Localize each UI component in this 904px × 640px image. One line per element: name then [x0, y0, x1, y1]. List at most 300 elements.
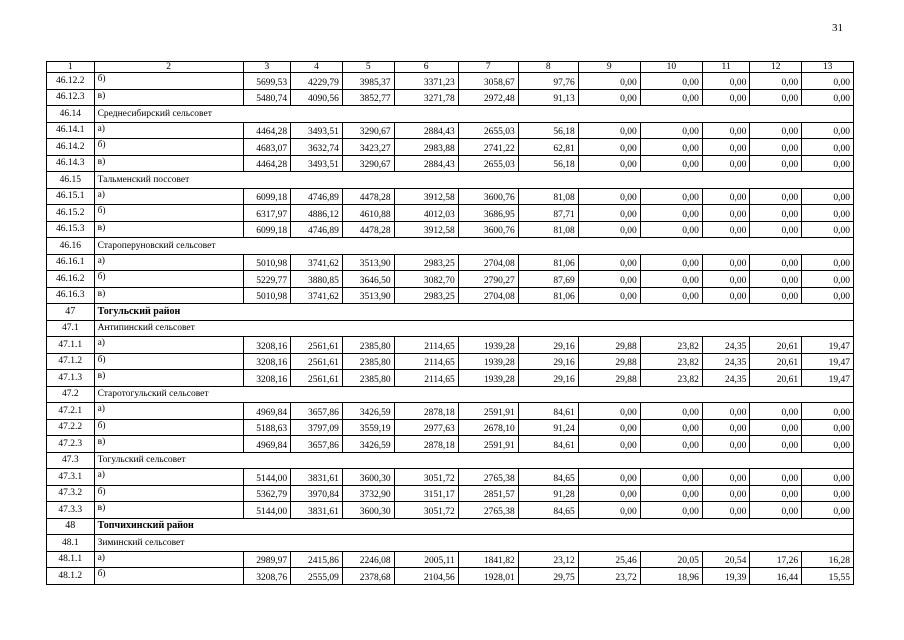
settlement-name: Зиминский сельсовет — [94, 535, 853, 552]
value-cell: 0,00 — [640, 419, 702, 436]
value-cell: 29,16 — [518, 370, 578, 387]
row-variant: в) — [94, 370, 243, 387]
row-code: 46.14.1 — [47, 122, 95, 139]
value-cell: 0,00 — [640, 73, 702, 90]
value-cell: 2790,27 — [458, 271, 518, 288]
settlement-row — [47, 238, 854, 255]
value-cell: 23,72 — [578, 568, 640, 585]
value-cell: 0,00 — [750, 436, 802, 453]
table-row — [47, 353, 854, 370]
value-cell: 0,00 — [750, 155, 802, 172]
value-cell: 0,00 — [578, 139, 640, 156]
value-cell: 2704,08 — [458, 287, 518, 304]
value-cell: 0,00 — [578, 205, 640, 222]
value-cell: 2884,43 — [394, 155, 458, 172]
value-cell: 3686,95 — [458, 205, 518, 222]
value-cell: 4610,88 — [342, 205, 394, 222]
value-cell: 3271,78 — [394, 89, 458, 106]
value-cell: 2678,10 — [458, 419, 518, 436]
page-number: 31 — [832, 22, 843, 34]
value-cell: 3051,72 — [394, 469, 458, 486]
value-cell: 3741,62 — [291, 287, 343, 304]
value-cell: 3208,76 — [243, 568, 291, 585]
table-row — [47, 502, 854, 519]
value-cell: 0,00 — [578, 221, 640, 238]
value-cell: 0,00 — [578, 287, 640, 304]
value-cell: 5229,77 — [243, 271, 291, 288]
column-header: 8 — [518, 62, 578, 73]
value-cell: 3290,67 — [342, 155, 394, 172]
value-cell: 0,00 — [578, 254, 640, 271]
table-row — [47, 370, 854, 387]
value-cell: 0,00 — [750, 221, 802, 238]
value-cell: 81,06 — [518, 287, 578, 304]
value-cell: 62,81 — [518, 139, 578, 156]
value-cell: 3426,59 — [342, 403, 394, 420]
value-cell: 20,05 — [640, 551, 702, 568]
value-cell: 2989,97 — [243, 551, 291, 568]
column-header: 9 — [578, 62, 640, 73]
value-cell: 19,39 — [702, 568, 750, 585]
settlement-row — [47, 535, 854, 552]
row-variant: в) — [94, 287, 243, 304]
settlement-row — [47, 320, 854, 337]
district-row — [47, 518, 854, 535]
value-cell: 0,00 — [640, 205, 702, 222]
value-cell: 0,00 — [702, 502, 750, 519]
value-cell: 2878,18 — [394, 436, 458, 453]
value-cell: 3208,16 — [243, 337, 291, 354]
value-cell: 3600,76 — [458, 188, 518, 205]
value-cell: 2983,25 — [394, 254, 458, 271]
column-header: 5 — [342, 62, 394, 73]
value-cell: 81,06 — [518, 254, 578, 271]
column-header: 4 — [291, 62, 343, 73]
value-cell: 56,18 — [518, 122, 578, 139]
value-cell: 2561,61 — [291, 353, 343, 370]
table-row — [47, 436, 854, 453]
value-cell: 2114,65 — [394, 370, 458, 387]
value-cell: 0,00 — [640, 221, 702, 238]
value-cell: 5010,98 — [243, 287, 291, 304]
value-cell: 0,00 — [750, 485, 802, 502]
value-cell: 3423,27 — [342, 139, 394, 156]
value-cell: 19,47 — [802, 353, 854, 370]
value-cell: 0,00 — [578, 469, 640, 486]
value-cell: 3632,74 — [291, 139, 343, 156]
value-cell: 29,88 — [578, 337, 640, 354]
value-cell: 91,28 — [518, 485, 578, 502]
value-cell: 2561,61 — [291, 370, 343, 387]
column-header: 1 — [47, 62, 95, 73]
value-cell: 0,00 — [702, 155, 750, 172]
settlement-code: 46.16 — [47, 238, 95, 255]
value-cell: 16,44 — [750, 568, 802, 585]
value-cell: 2114,65 — [394, 337, 458, 354]
value-cell: 0,00 — [802, 271, 854, 288]
value-cell: 2884,43 — [394, 122, 458, 139]
row-variant: б) — [94, 139, 243, 156]
value-cell: 2005,11 — [394, 551, 458, 568]
value-cell: 0,00 — [640, 122, 702, 139]
value-cell: 0,00 — [802, 73, 854, 90]
value-cell: 3600,76 — [458, 221, 518, 238]
value-cell: 81,08 — [518, 221, 578, 238]
value-cell: 2104,56 — [394, 568, 458, 585]
value-cell: 20,54 — [702, 551, 750, 568]
value-cell: 16,28 — [802, 551, 854, 568]
value-cell: 6317,97 — [243, 205, 291, 222]
value-cell: 2704,08 — [458, 254, 518, 271]
value-cell: 20,61 — [750, 370, 802, 387]
value-cell: 0,00 — [640, 485, 702, 502]
value-cell: 0,00 — [640, 403, 702, 420]
row-variant: а) — [94, 469, 243, 486]
value-cell: 24,35 — [702, 353, 750, 370]
value-cell: 3657,86 — [291, 403, 343, 420]
value-cell: 84,61 — [518, 436, 578, 453]
value-cell: 87,69 — [518, 271, 578, 288]
value-cell: 29,16 — [518, 353, 578, 370]
value-cell: 2972,48 — [458, 89, 518, 106]
value-cell: 84,61 — [518, 403, 578, 420]
value-cell: 2741,22 — [458, 139, 518, 156]
settlement-name: Тогульский сельсовет — [94, 452, 853, 469]
value-cell: 0,00 — [802, 89, 854, 106]
value-cell: 20,61 — [750, 353, 802, 370]
value-cell: 2385,80 — [342, 353, 394, 370]
table-row — [47, 254, 854, 271]
value-cell: 3051,72 — [394, 502, 458, 519]
value-cell: 3657,86 — [291, 436, 343, 453]
value-cell: 2385,80 — [342, 337, 394, 354]
value-cell: 3513,90 — [342, 287, 394, 304]
value-cell: 0,00 — [802, 419, 854, 436]
value-cell: 3208,16 — [243, 353, 291, 370]
value-cell: 2385,80 — [342, 370, 394, 387]
row-code: 47.3.1 — [47, 469, 95, 486]
value-cell: 0,00 — [802, 403, 854, 420]
value-cell: 91,13 — [518, 89, 578, 106]
value-cell: 0,00 — [640, 502, 702, 519]
value-cell: 0,00 — [802, 188, 854, 205]
value-cell: 0,00 — [750, 469, 802, 486]
value-cell: 0,00 — [578, 89, 640, 106]
value-cell: 5144,00 — [243, 502, 291, 519]
value-cell: 84,65 — [518, 502, 578, 519]
value-cell: 4683,07 — [243, 139, 291, 156]
value-cell: 6099,18 — [243, 188, 291, 205]
value-cell: 6099,18 — [243, 221, 291, 238]
value-cell: 3151,17 — [394, 485, 458, 502]
column-header: 12 — [750, 62, 802, 73]
value-cell: 87,71 — [518, 205, 578, 222]
row-variant: в) — [94, 89, 243, 106]
table-row — [47, 188, 854, 205]
value-cell: 23,82 — [640, 370, 702, 387]
value-cell: 2591,91 — [458, 403, 518, 420]
value-cell: 3732,90 — [342, 485, 394, 502]
value-cell: 4478,28 — [342, 188, 394, 205]
value-cell: 2983,25 — [394, 287, 458, 304]
district-row — [47, 304, 854, 321]
value-cell: 0,00 — [750, 254, 802, 271]
row-code: 46.15.2 — [47, 205, 95, 222]
value-cell: 0,00 — [640, 155, 702, 172]
value-cell: 56,18 — [518, 155, 578, 172]
value-cell: 0,00 — [702, 469, 750, 486]
value-cell: 0,00 — [578, 502, 640, 519]
value-cell: 0,00 — [750, 403, 802, 420]
value-cell: 0,00 — [702, 139, 750, 156]
row-variant: б) — [94, 205, 243, 222]
value-cell: 3646,50 — [342, 271, 394, 288]
value-cell: 2655,03 — [458, 122, 518, 139]
value-cell: 0,00 — [702, 419, 750, 436]
table-row — [47, 551, 854, 568]
value-cell: 2851,57 — [458, 485, 518, 502]
table-row — [47, 205, 854, 222]
value-cell: 4090,56 — [291, 89, 343, 106]
row-code: 48.1.2 — [47, 568, 95, 585]
value-cell: 0,00 — [578, 188, 640, 205]
value-cell: 2655,03 — [458, 155, 518, 172]
value-cell: 3741,62 — [291, 254, 343, 271]
value-cell: 3371,23 — [394, 73, 458, 90]
value-cell: 0,00 — [802, 139, 854, 156]
value-cell: 3880,85 — [291, 271, 343, 288]
row-variant: б) — [94, 73, 243, 90]
table-row — [47, 287, 854, 304]
value-cell: 0,00 — [702, 485, 750, 502]
value-cell: 0,00 — [640, 436, 702, 453]
value-cell: 3513,90 — [342, 254, 394, 271]
value-cell: 20,61 — [750, 337, 802, 354]
value-cell: 3831,61 — [291, 502, 343, 519]
value-cell: 4464,28 — [243, 155, 291, 172]
value-cell: 2765,38 — [458, 502, 518, 519]
value-cell: 29,88 — [578, 370, 640, 387]
value-cell: 5010,98 — [243, 254, 291, 271]
row-variant: б) — [94, 485, 243, 502]
value-cell: 0,00 — [702, 254, 750, 271]
table-body — [47, 62, 854, 585]
district-name: Тогульский район — [94, 304, 853, 321]
row-code: 47.3.3 — [47, 502, 95, 519]
row-code: 47.2.1 — [47, 403, 95, 420]
value-cell: 0,00 — [640, 287, 702, 304]
value-cell: 0,00 — [578, 436, 640, 453]
value-cell: 4746,89 — [291, 188, 343, 205]
value-cell: 1939,28 — [458, 337, 518, 354]
value-cell: 2561,61 — [291, 337, 343, 354]
value-cell: 0,00 — [578, 271, 640, 288]
value-cell: 84,65 — [518, 469, 578, 486]
settlement-code: 47.1 — [47, 320, 95, 337]
value-cell: 0,00 — [702, 403, 750, 420]
settlement-name: Среднесибирский сельсовет — [94, 106, 853, 123]
value-cell: 5480,74 — [243, 89, 291, 106]
value-cell: 0,00 — [750, 73, 802, 90]
value-cell: 4969,84 — [243, 436, 291, 453]
value-cell: 29,75 — [518, 568, 578, 585]
value-cell: 0,00 — [702, 271, 750, 288]
table-row — [47, 419, 854, 436]
value-cell: 4969,84 — [243, 403, 291, 420]
value-cell: 4012,03 — [394, 205, 458, 222]
row-variant: а) — [94, 122, 243, 139]
row-code: 47.2.2 — [47, 419, 95, 436]
value-cell: 0,00 — [640, 89, 702, 106]
column-header: 2 — [94, 62, 243, 73]
row-code: 46.16.1 — [47, 254, 95, 271]
value-cell: 29,88 — [578, 353, 640, 370]
value-cell: 2415,86 — [291, 551, 343, 568]
value-cell: 2878,18 — [394, 403, 458, 420]
value-cell: 3831,61 — [291, 469, 343, 486]
settlement-name: Староперуновский сельсовет — [94, 238, 853, 255]
row-variant: б) — [94, 353, 243, 370]
table-row — [47, 337, 854, 354]
value-cell: 0,00 — [802, 221, 854, 238]
value-cell: 19,47 — [802, 337, 854, 354]
value-cell: 81,08 — [518, 188, 578, 205]
settlement-code: 47.2 — [47, 386, 95, 403]
value-cell: 2765,38 — [458, 469, 518, 486]
table-row — [47, 122, 854, 139]
value-cell: 1939,28 — [458, 370, 518, 387]
value-cell: 0,00 — [750, 419, 802, 436]
table-row — [47, 139, 854, 156]
value-cell: 25,46 — [578, 551, 640, 568]
row-code: 46.14.3 — [47, 155, 95, 172]
value-cell: 4464,28 — [243, 122, 291, 139]
value-cell: 1928,01 — [458, 568, 518, 585]
value-cell: 0,00 — [750, 188, 802, 205]
value-cell: 2246,08 — [342, 551, 394, 568]
value-cell: 24,35 — [702, 370, 750, 387]
value-cell: 0,00 — [802, 436, 854, 453]
settlement-code: 47.3 — [47, 452, 95, 469]
value-cell: 0,00 — [750, 89, 802, 106]
row-variant: а) — [94, 403, 243, 420]
value-cell: 24,35 — [702, 337, 750, 354]
row-code: 46.15.1 — [47, 188, 95, 205]
value-cell: 18,96 — [640, 568, 702, 585]
value-cell: 23,82 — [640, 353, 702, 370]
value-cell: 0,00 — [702, 73, 750, 90]
row-code: 46.16.3 — [47, 287, 95, 304]
table-row — [47, 221, 854, 238]
row-code: 47.1.3 — [47, 370, 95, 387]
table-row — [47, 155, 854, 172]
value-cell: 0,00 — [750, 139, 802, 156]
value-cell: 15,55 — [802, 568, 854, 585]
value-cell: 4886,12 — [291, 205, 343, 222]
value-cell: 1841,82 — [458, 551, 518, 568]
value-cell: 0,00 — [750, 205, 802, 222]
value-cell: 2977,63 — [394, 419, 458, 436]
table-row — [47, 89, 854, 106]
district-code: 48 — [47, 518, 95, 535]
value-cell: 3493,51 — [291, 155, 343, 172]
value-cell: 0,00 — [802, 485, 854, 502]
value-cell: 0,00 — [578, 419, 640, 436]
value-cell: 2591,91 — [458, 436, 518, 453]
row-code: 46.15.3 — [47, 221, 95, 238]
value-cell: 0,00 — [750, 502, 802, 519]
settlement-name: Антипинский сельсовет — [94, 320, 853, 337]
value-cell: 0,00 — [578, 403, 640, 420]
row-code: 46.12.2 — [47, 73, 95, 90]
value-cell: 0,00 — [640, 188, 702, 205]
column-header-row — [47, 62, 854, 73]
value-cell: 3985,37 — [342, 73, 394, 90]
value-cell: 0,00 — [750, 287, 802, 304]
table-row — [47, 485, 854, 502]
value-cell: 2555,09 — [291, 568, 343, 585]
row-variant: а) — [94, 254, 243, 271]
value-cell: 2378,68 — [342, 568, 394, 585]
table-row — [47, 469, 854, 486]
value-cell: 1939,28 — [458, 353, 518, 370]
value-cell: 3082,70 — [394, 271, 458, 288]
value-cell: 3600,30 — [342, 469, 394, 486]
settlement-code: 46.14 — [47, 106, 95, 123]
value-cell: 23,82 — [640, 337, 702, 354]
value-cell: 3290,67 — [342, 122, 394, 139]
value-cell: 3559,19 — [342, 419, 394, 436]
settlement-name: Тальменский поссовет — [94, 172, 853, 189]
row-variant: а) — [94, 551, 243, 568]
column-header: 7 — [458, 62, 518, 73]
row-variant: а) — [94, 188, 243, 205]
value-cell: 0,00 — [702, 205, 750, 222]
row-variant: б) — [94, 271, 243, 288]
value-cell: 3058,67 — [458, 73, 518, 90]
settlement-row — [47, 106, 854, 123]
settlement-name: Старотогульский сельсовет — [94, 386, 853, 403]
value-cell: 17,26 — [750, 551, 802, 568]
value-cell: 0,00 — [802, 122, 854, 139]
value-cell: 0,00 — [640, 469, 702, 486]
row-variant: а) — [94, 337, 243, 354]
value-cell: 0,00 — [640, 254, 702, 271]
value-cell: 3426,59 — [342, 436, 394, 453]
settlement-row — [47, 452, 854, 469]
value-cell: 19,47 — [802, 370, 854, 387]
value-cell: 2114,65 — [394, 353, 458, 370]
value-cell: 0,00 — [802, 205, 854, 222]
value-cell: 3852,77 — [342, 89, 394, 106]
value-cell: 91,24 — [518, 419, 578, 436]
value-cell: 5188,63 — [243, 419, 291, 436]
value-cell: 4478,28 — [342, 221, 394, 238]
column-header: 10 — [640, 62, 702, 73]
column-header: 6 — [394, 62, 458, 73]
value-cell: 0,00 — [702, 89, 750, 106]
value-cell: 3970,84 — [291, 485, 343, 502]
value-cell: 3912,58 — [394, 188, 458, 205]
value-cell: 23,12 — [518, 551, 578, 568]
value-cell: 0,00 — [702, 436, 750, 453]
district-name: Топчихинский район — [94, 518, 853, 535]
row-code: 46.16.2 — [47, 271, 95, 288]
value-cell: 3797,09 — [291, 419, 343, 436]
value-cell: 29,16 — [518, 337, 578, 354]
value-cell: 0,00 — [802, 155, 854, 172]
value-cell: 3600,30 — [342, 502, 394, 519]
